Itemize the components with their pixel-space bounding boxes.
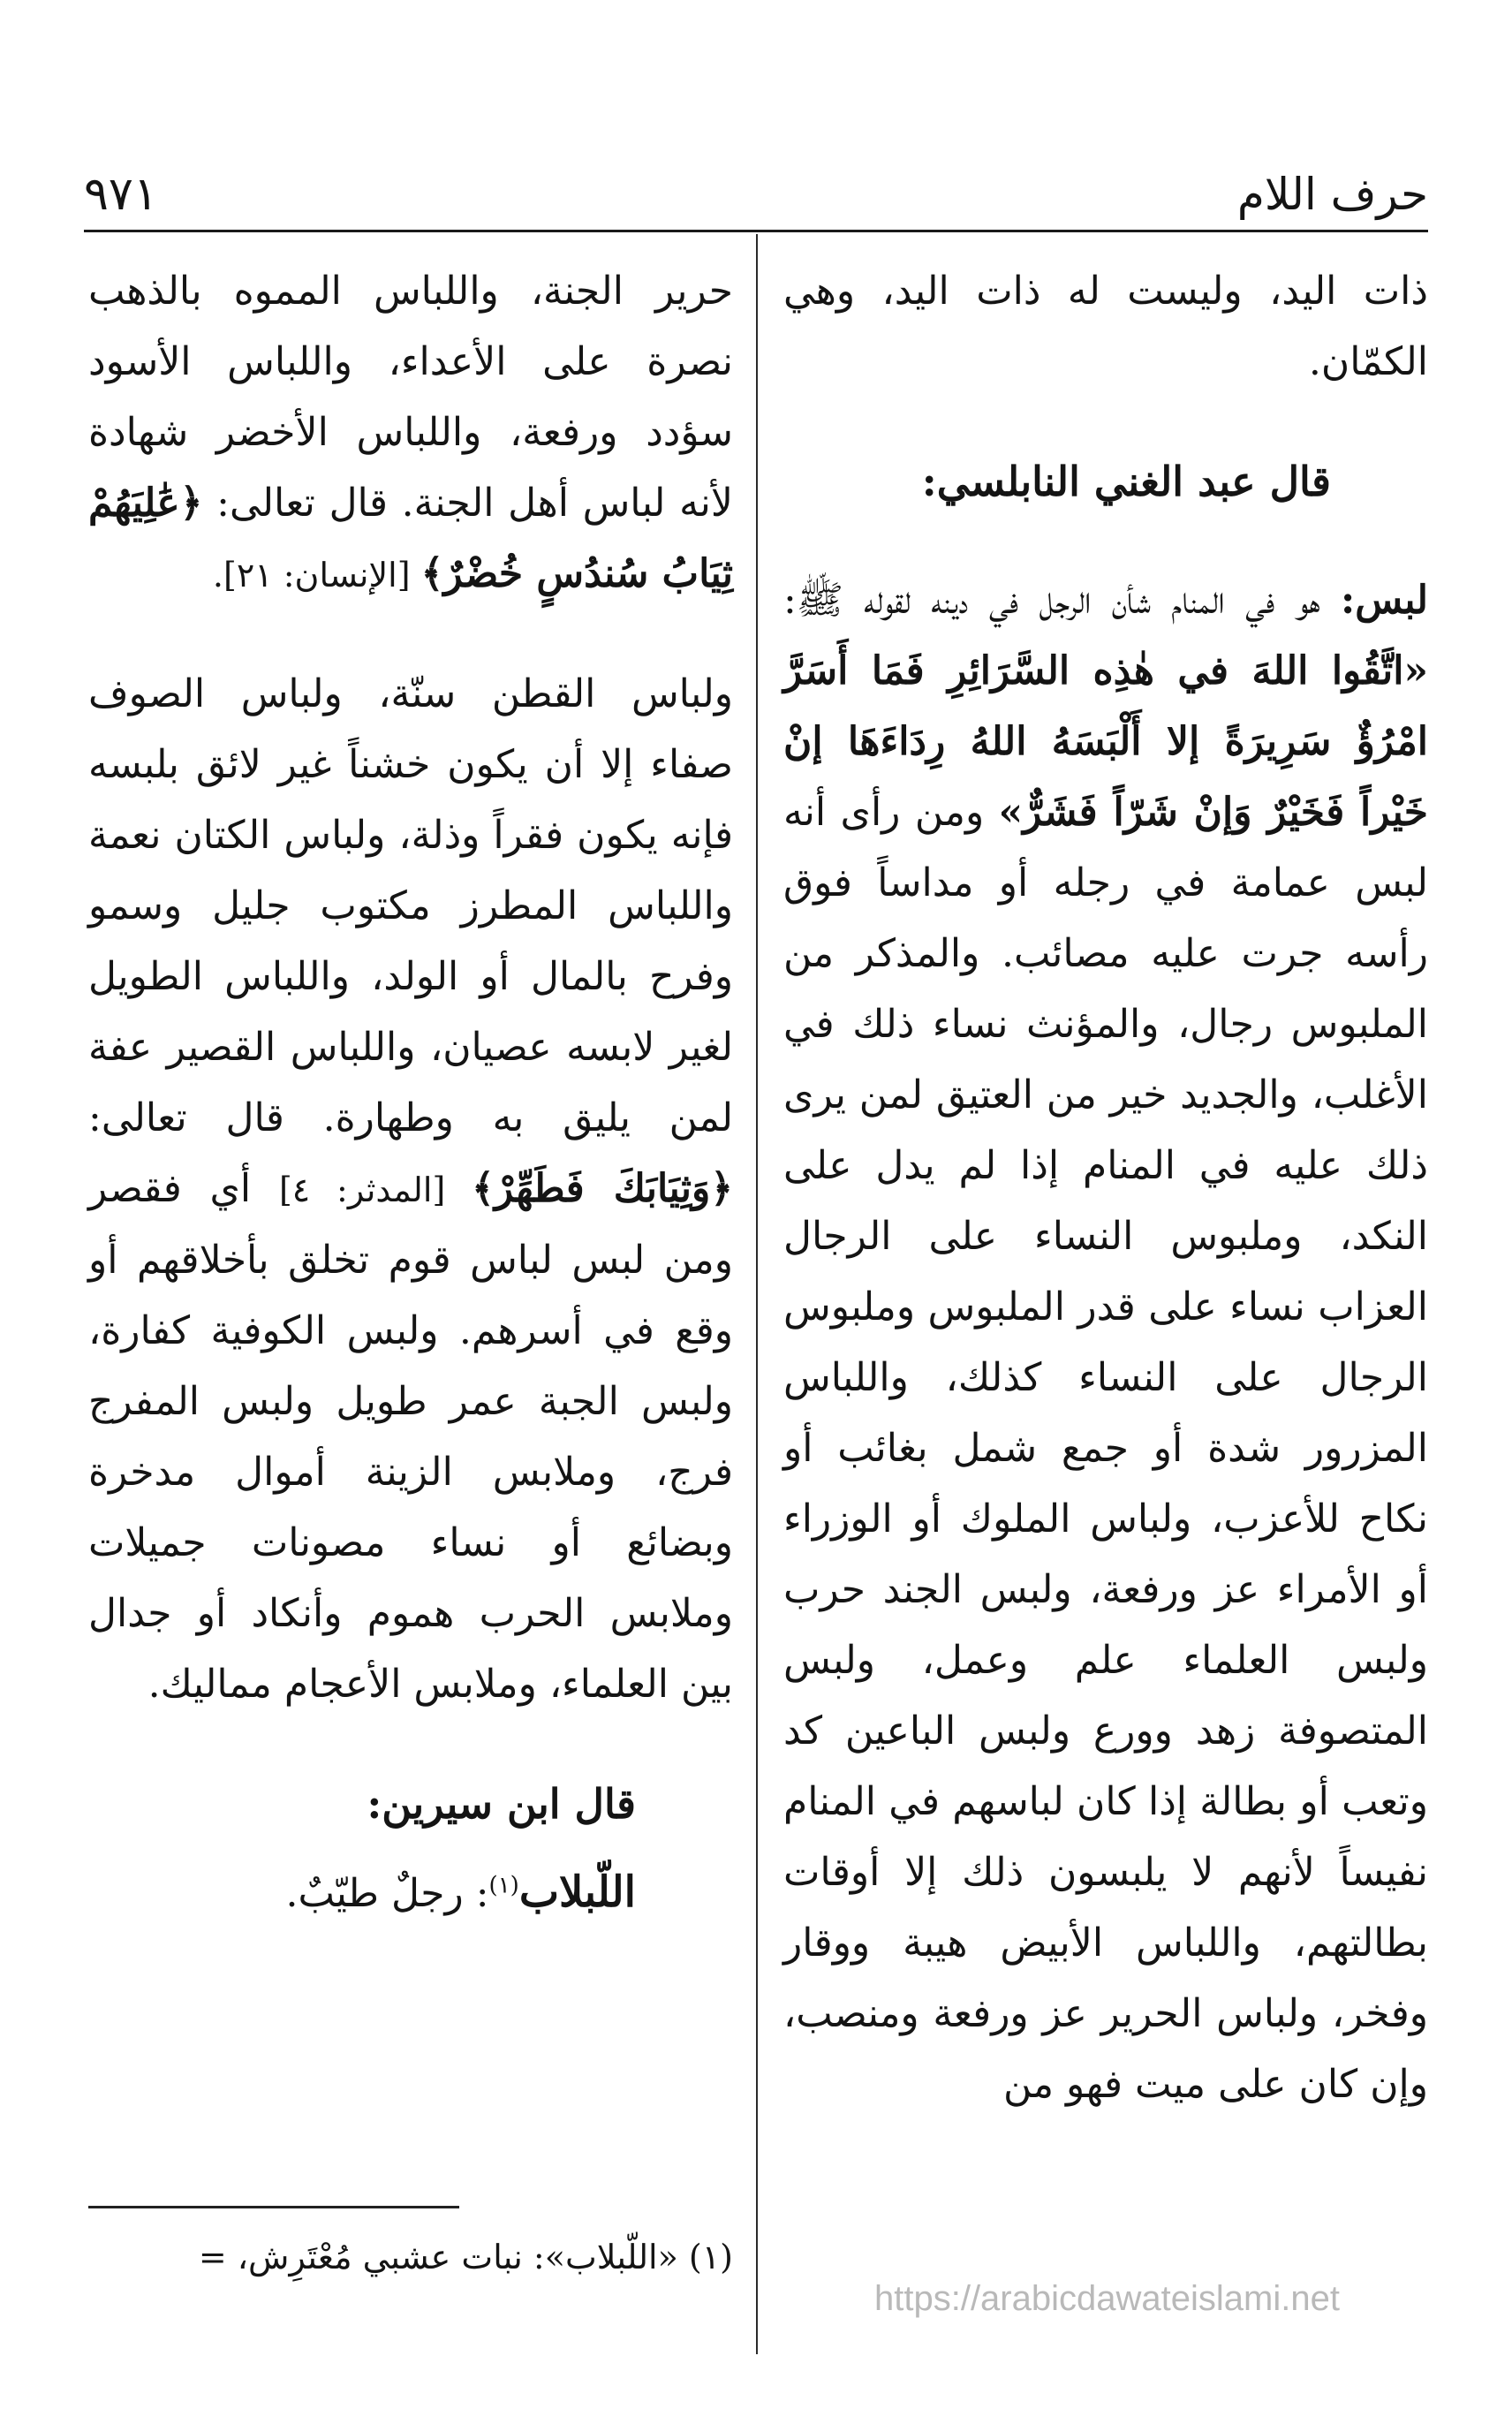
hadith-quote: «اتَّقُوا اللهَ في هٰذِه السَّرَائِرِ فَمَا أَسَرَّ امْرُؤٌ سَرِيرَةً إلا أَلْبَسَهُ اللهُ رِدَاءَهَا إنْ خَيْراً فَخَيْرٌ وَإنْ شَرّاً فَشَرٌّ» (783, 648, 1428, 835)
paragraph (783, 565, 1428, 2120)
section-heading: قال عبد الغني النابلسي: (921, 458, 1331, 505)
running-head (84, 159, 1428, 232)
footnote-marker: (١) (488, 1872, 519, 1899)
paragraph-text: : رجلٌ طيّبٌ. (285, 1871, 489, 1916)
page-number: ٩٧١ (84, 168, 158, 221)
paragraph: ذات اليد، وليست له ذات اليد، وهي الكمّان. (783, 269, 1428, 384)
footnote: (١) «اللّبلاب»: نبات عشبي مُعْتَرِش، = (198, 2238, 733, 2276)
verse-reference: [الإنسان: ٢١]. (212, 556, 421, 595)
paragraph-text: هو في المنام شأن الرجل في دينه لقوله ﷺ: (783, 578, 1341, 623)
left-column (88, 256, 733, 1929)
paragraph (88, 659, 733, 1720)
paragraph-text: ولباس القطن سنّة، ولباس الصوف صفاء إلا أن يكون خشناً غير لائق بلبسه فإنه يكون فقراً وذلة، ولباس الكتان نعمة واللباس المطرز مكتوب جليل وسمو وفرح بالمال أو الولد، واللباس الطويل لغير لابسه عصيان، واللباس القصير عفة لمن يليق به وطهارة. قال تعالى: (88, 671, 733, 1140)
verse-reference: [المدثر: ٤] (278, 1170, 472, 1209)
column-divider (756, 234, 758, 2354)
chapter-title: حرف اللام (1236, 169, 1428, 220)
footnote-rule (88, 2206, 459, 2208)
watermark-url: https://arabicdawateislami.net (874, 2279, 1340, 2318)
entry-word: لبس: (1340, 578, 1428, 623)
paragraph-text: ومن رأى أنه لبس عمامة في رجله أو مداساً فوق رأسه جرت عليه مصائب. والمذكر من الملبوس رجال، والمؤنث نساء ذلك في الأغلب، والجديد خير من العتيق لمن يرى ذلك عليه في المنام إذا لم يدل على النكد، وملبوس النساء على الرجال العزاب نساء على قدر الملبوس وملبوس الرجال على النساء كذلك، واللباس المزرور شدة أو جمع شمل بغائب أو نكاح للأعزب، ولباس الملوك أو الوزراء أو الأمراء عز ورفعة، ولبس الجند حرب ولبس العلماء علم وعمل، ولبس المتصوفة زهد وورع ولبس الباعين كد وتعب أو بطالة إذا كان لباسهم في المنام نفيساً لأنهم لا يلبسون ذلك إلا أوقات بطالتهم، واللباس الأبيض هيبة ووقار وفخر، ولباس الحرير عز ورفعة ومنصب، وإن كان على ميت فهو من (783, 790, 1428, 2107)
entry-word: اللّبلاب (518, 1867, 636, 1917)
quran-quote: ﴿عَٰلِيَهُمْ ثِيَابُ سُندُسٍ خُضْرٌ﴾ (88, 481, 733, 596)
paragraph-text: حرير الجنة، واللباس المموه بالذهب نصرة على الأعداء، واللباس الأسود سؤدد ورفعة، واللباس الأخضر شهادة لأنه لباس أهل الجنة. قال تعالى: (88, 269, 733, 526)
section-heading: قال ابن سيرين: (367, 1780, 636, 1828)
paragraph (88, 1857, 733, 1929)
paragraph-text: أي فقصر ومن لبس لباس قوم تخلق بأخلاقهم أو وقع في أسرهم. ولبس الكوفية كفارة، ولبس الجبة عمر طويل ولبس المفرج فرج، وملابس الزينة أموال مدخرة وبضائع أو نساء مصونات جميلات وملابس الحرب هموم وأنكاد أو جدال بين العلماء، وملابس الأعجام مماليك. (88, 1166, 733, 1707)
quran-quote: ﴿وَثِيَابَكَ فَطَهِّرْ﴾ (472, 1166, 733, 1211)
paragraph (88, 256, 733, 610)
right-column (783, 256, 1428, 2120)
